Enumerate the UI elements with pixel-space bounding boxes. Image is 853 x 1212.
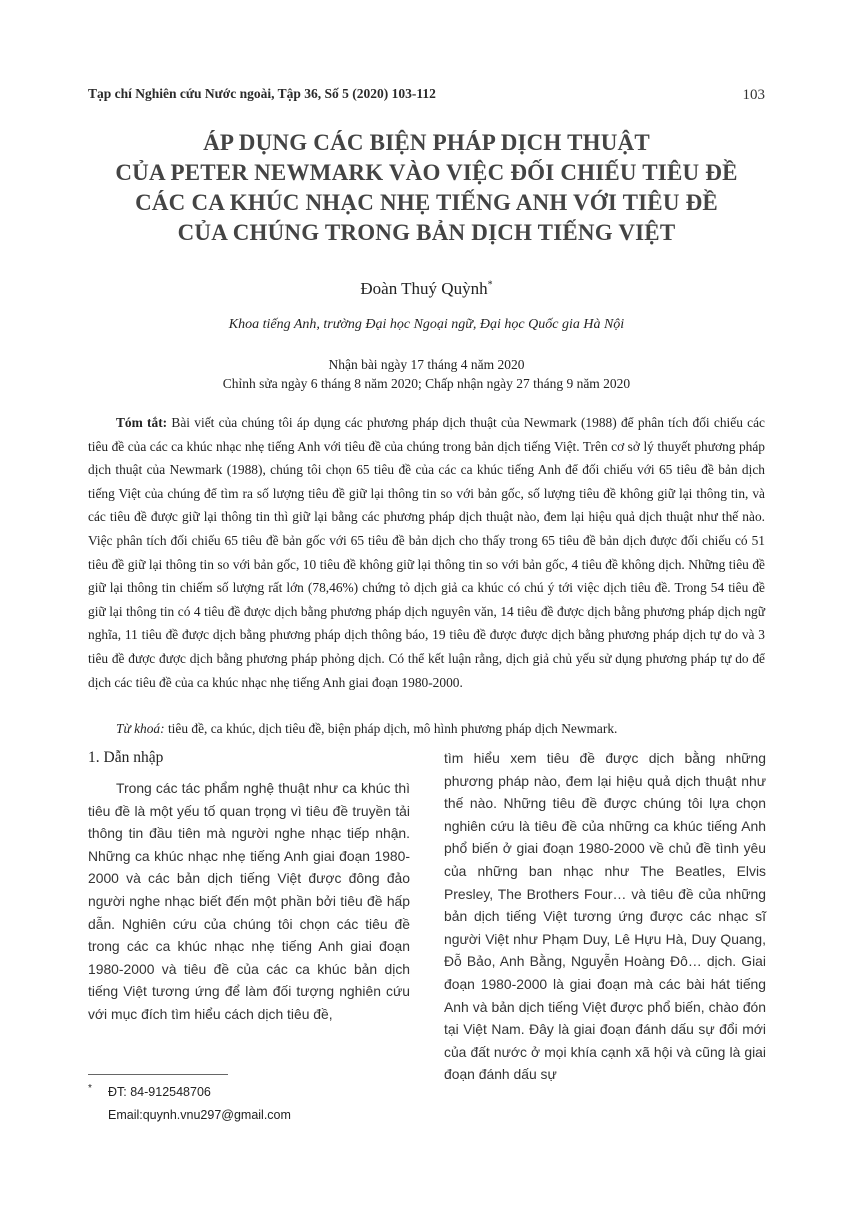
footnote-divider [88,1074,228,1075]
received-date: Nhận bài ngày 17 tháng 4 năm 2020 [328,357,525,372]
right-column [444,747,766,1086]
author-line [0,279,853,299]
left-column [88,747,410,1026]
abstract-text: Bài viết của chúng tôi áp dụng các phương pháp dịch thuật của Newmark (1988) để phân tích đối chiếu các tiêu đề của các ca khúc nhạc nhẹ tiếng Anh với tiêu đề của chúng trong bản dịch tiếng Việt. Trên cơ sở lý thuyết phương pháp dịch thuật của Newmark (1988), chúng tôi chọn 65 tiêu đề của các ca khúc tiếng Anh để đối chiếu với 65 tiêu đề bản dịch tiếng Việt của chúng để tìm ra số lượng tiêu đề giữ lại thông tin so với bản gốc, số lượng tiêu đề không giữ lại thông tin, và các tiêu đề được giữ lại thông tin thì giữ lại bằng các phương pháp dịch thuật nào, đem lại hiệu quả dịch thuật như thế nào. Việc phân tích đối chiếu 65 tiêu đề bản gốc với 65 tiêu đề bản dịch cho thấy trong 65 tiêu đề bản dịch được đối chiếu có 51 tiêu đề giữ lại thông tin so với bản gốc, 10 tiêu đề không giữ lại thông tin so với bản gốc, 4 tiêu đề không dịch. Những tiêu đề giữ lại thông tin chiếm số lượng rất lớn (78,46%) chứng tỏ dịch giả ca khúc có chú ý tới việc dịch tiêu đề. Trong 54 tiêu đề giữ lại thông tin có 4 tiêu đề được dịch bằng phương pháp dịch nguyên văn, 14 tiêu đề được dịch bằng phương pháp dịch ngữ nghĩa, 11 tiêu đề được dịch bằng phương pháp dịch thông báo, 19 tiêu đề được được dịch bằng phương pháp dịch tự do và 3 tiêu đề được được dịch bằng phương pháp phỏng dịch. Có thể kết luận rằng, dịch giả chủ yếu sử dụng phương pháp tự do để dịch các tiêu đề của ca khúc nhạc nhẹ tiếng Anh giai đoạn 1980-2000. [88,415,765,690]
section-heading: 1. Dẫn nhập [88,749,164,766]
left-column-text: Trong các tác phẩm nghệ thuật như ca khúc thì tiêu đề là một yếu tố quan trọng vì tiêu đề truyền tải thông tin đầu tiên mà người nghe nhạc tiếp nhận. Những ca khúc nhạc nhẹ tiếng Anh giai đoạn 1980-2000 và các bản dịch tiếng Việt được đông đảo người nghe nhạc biết đến một phần bởi tiêu đề hấp dẫn. Nghiên cứu của chúng tôi chọn các tiêu đề trong các ca khúc nhạc nhẹ tiếng Anh giai đoạn 1980-2000 và tiêu đề của các ca khúc bản dịch tiếng Việt tương ứng để làm đối tượng nghiên cứu với mục đích tìm hiểu cách dịch tiêu đề, [88,780,410,1022]
footnote-phone [88,1083,211,1099]
keywords-text: tiêu đề, ca khúc, dịch tiêu đề, biện pháp dịch, mô hình phương pháp dịch Newmark. [167,721,618,736]
keywords [116,721,617,737]
affiliation: Khoa tiếng Anh, trường Đại học Ngoại ngữ, Đại học Quốc gia Hà Nội [228,317,625,332]
submission-dates [0,355,853,393]
title-line-1: ÁP DỤNG CÁC BIỆN PHÁP DỊCH THUẬT [203,130,650,155]
keywords-label: Từ khoá: [116,721,165,736]
title-line-4: CỦA CHÚNG TRONG BẢN DỊCH TIẾNG VIỆT [177,220,676,245]
footnote-mark: * [88,1083,92,1094]
journal-header: Tạp chí Nghiên cứu Nước ngoài, Tập 36, Số 5 (2020) 103-112 [88,86,436,101]
abstract-label: Tóm tắt: [116,415,168,430]
author-footnote-mark: * [487,279,493,291]
abstract [88,411,765,694]
article-title [60,128,793,248]
title-line-2: CỦA PETER NEWMARK VÀO VIỆC ĐỐI CHIẾU TIÊU ĐỀ [115,160,738,185]
footnote-email: Email:quynh.vnu297@gmail.com [108,1108,291,1122]
author-name: Đoàn Thuý Quỳnh [360,279,488,298]
right-column-text: tìm hiểu xem tiêu đề được dịch bằng những phương pháp nào, đem lại hiệu quả dịch thuật như thế nào. Những tiêu đề được chúng tôi lựa chọn nghiên cứu là tiêu đề của những ca khúc tiếng Anh phổ biến ở giai đoạn 1980-2000 về chủ đề tình yêu của những ban nhạc như The Beatles, Elvis Presley, The Brothers Four… và tiêu đề của những bản dịch tiếng Việt tương ứng được các nhạc sĩ người Việt như Phạm Duy, Lê Hựu Hà, Duy Quang, Đỗ Bảo, Anh Bằng, Nguyễn Hoàng Đô… dịch. Giai đoạn 1980-2000 là giai đoạn mà các bài hát tiếng Anh và bản dịch tiếng Việt được phổ biến, chào đón tại Việt Nam. Đây là giai đoạn đánh dấu sự đổi mới của đất nước ở mọi khía cạnh xã hội và cũng là giai đoạn đánh dấu sự [444,750,766,1083]
page-number: 103 [742,87,765,103]
title-line-3: CÁC CA KHÚC NHẠC NHẸ TIẾNG ANH VỚI TIÊU ĐỀ [135,190,718,215]
footnote-phone-text: ĐT: 84-912548706 [108,1085,211,1100]
revised-accepted-date: Chỉnh sửa ngày 6 tháng 8 năm 2020; Chấp nhận ngày 27 tháng 9 năm 2020 [222,376,631,391]
